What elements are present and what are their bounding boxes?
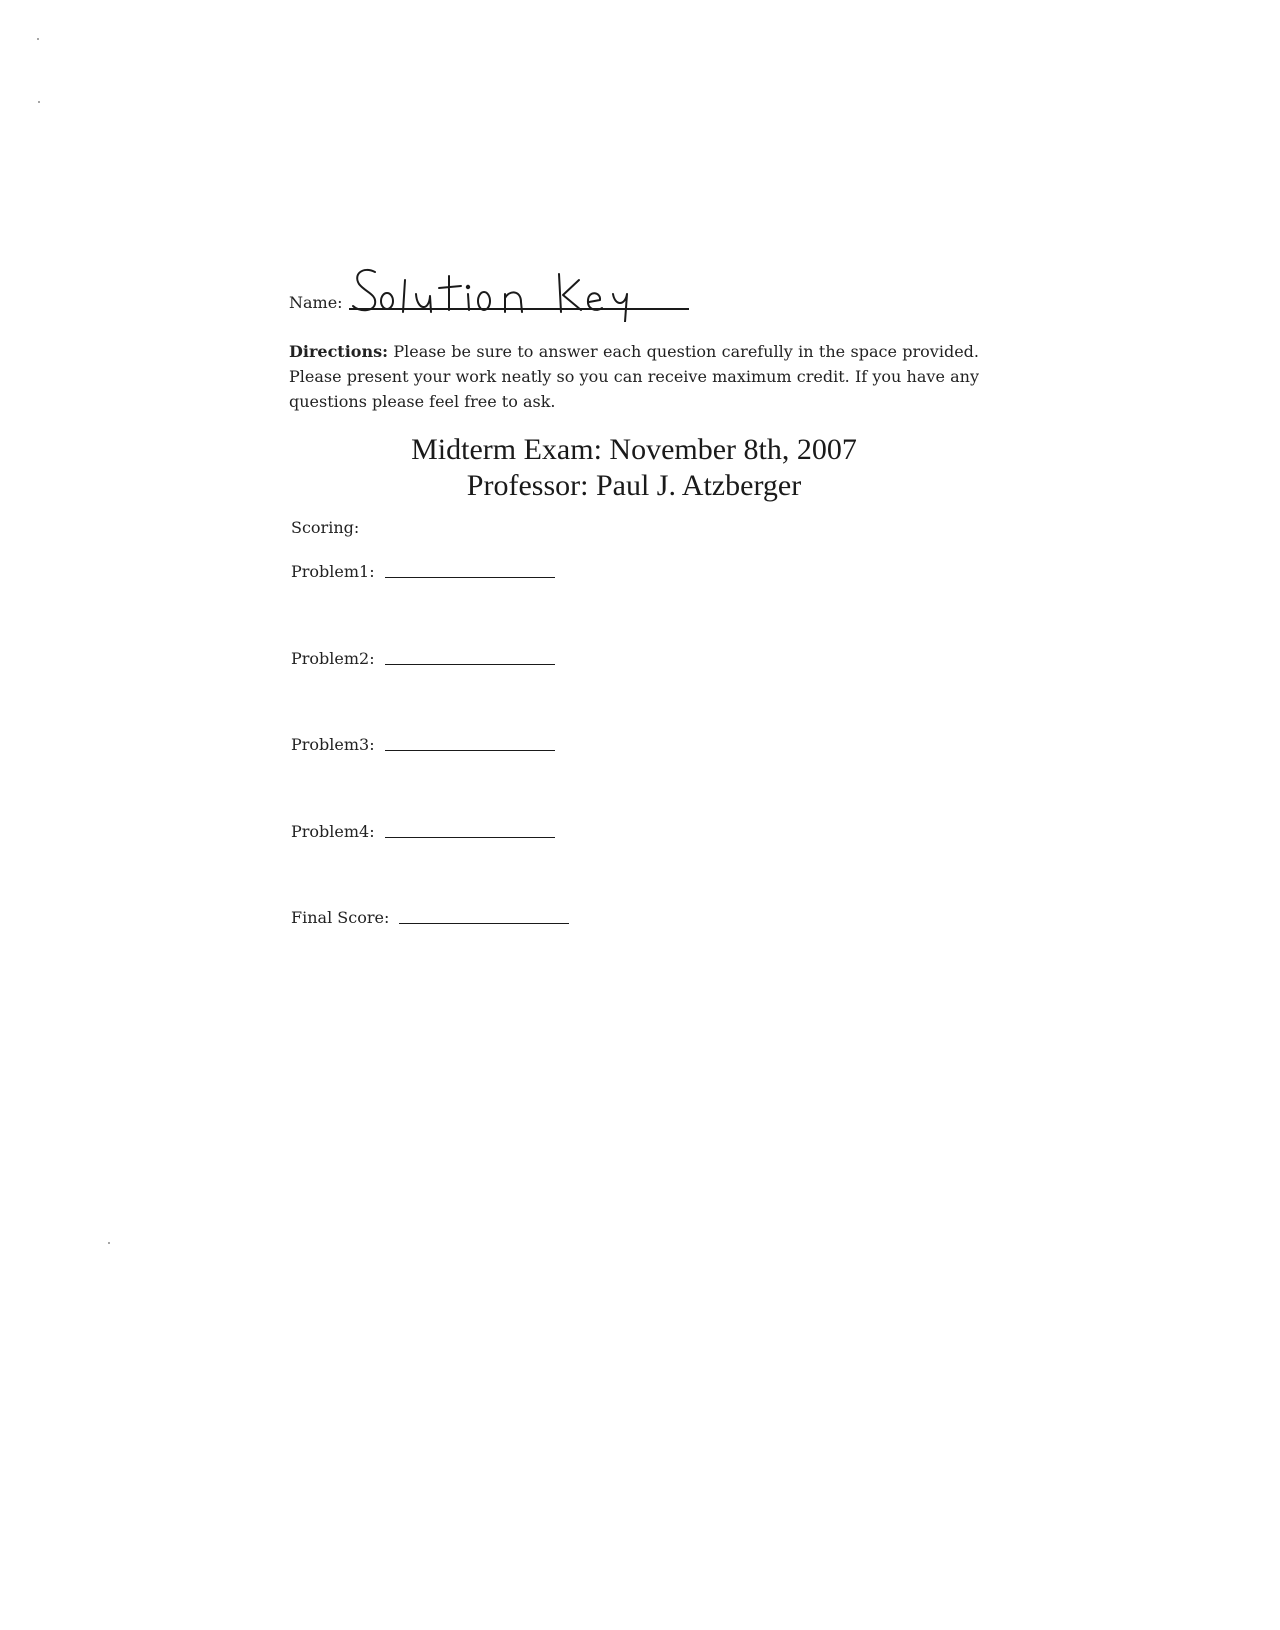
- score-row-problem-2: [291, 644, 555, 668]
- score-label: Problem2:: [291, 649, 375, 668]
- score-row-problem-4: [291, 817, 555, 841]
- score-blank: [385, 750, 555, 751]
- score-label: Problem4:: [291, 822, 375, 841]
- scan-speck: [108, 1242, 110, 1244]
- scan-speck: [37, 38, 39, 40]
- scan-speck: [38, 101, 40, 103]
- score-row-problem-3: [291, 730, 555, 754]
- directions-paragraph: [289, 339, 979, 414]
- score-blank: [399, 923, 569, 924]
- score-row-final: [291, 903, 569, 927]
- score-blank: [385, 664, 555, 665]
- exam-title-block: [289, 432, 979, 504]
- score-label: Problem1:: [291, 562, 375, 581]
- exam-title: Midterm Exam: November 8th, 2007: [411, 433, 857, 466]
- scoring-label: Scoring:: [291, 518, 360, 537]
- score-row-problem-1: [291, 557, 555, 581]
- score-label: Problem3:: [291, 735, 375, 754]
- name-label: Name:: [289, 293, 343, 312]
- directions-text: Please be sure to answer each question carefully in the space provided. Please present your work neatly so you can receive maximum credit. If you have any questions please feel free to ask.: [289, 342, 979, 411]
- name-field: [289, 262, 699, 322]
- professor-line: Professor: Paul J. Atzberger: [466, 469, 802, 502]
- score-blank: [385, 577, 555, 578]
- handwritten-name: [289, 262, 699, 322]
- score-blank: [385, 837, 555, 838]
- directions-label: Directions:: [289, 342, 388, 361]
- final-score-label: Final Score:: [291, 908, 390, 927]
